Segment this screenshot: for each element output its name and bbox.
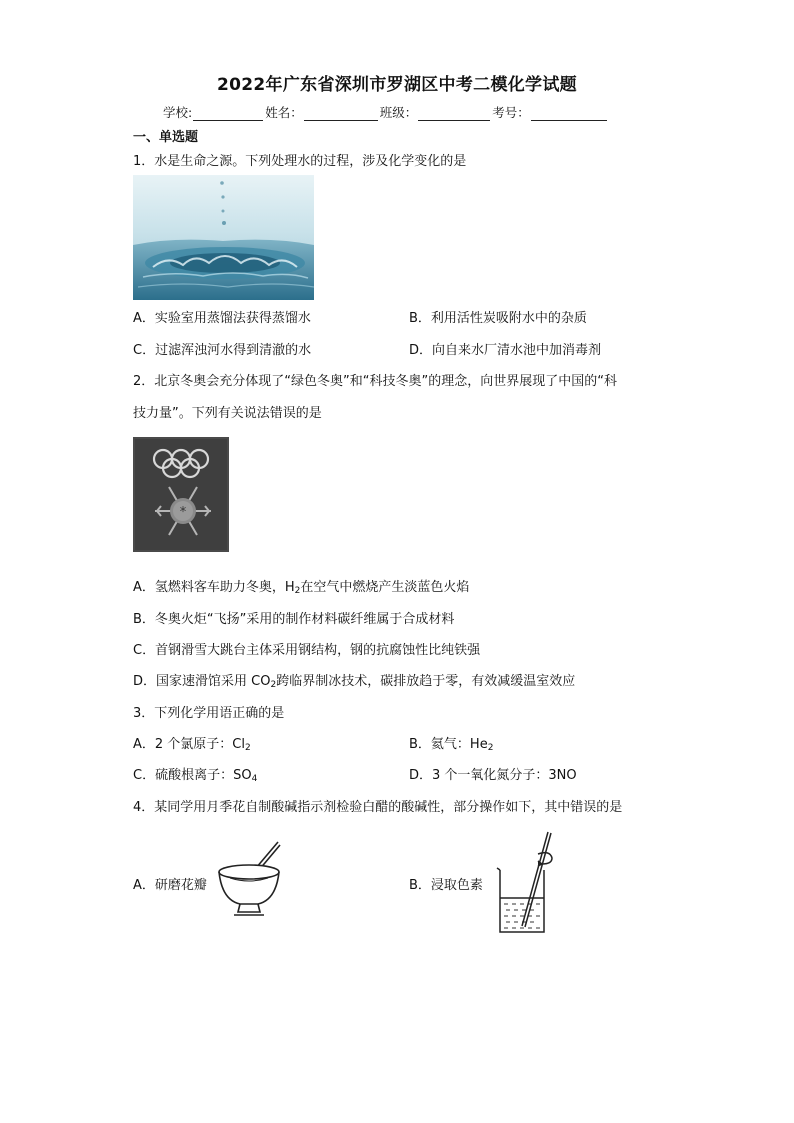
q4-stem: 4．某同学用月季花自制酸碱指示剂检验白醋的酸碱性，部分操作如下，其中错误的是 xyxy=(133,800,623,815)
water-drop-photo xyxy=(133,175,314,300)
q4-option-a[interactable]: A．研磨花瓣 xyxy=(133,878,207,893)
q1-option-c[interactable]: C．过滤浑浊河水得到清澈的水 xyxy=(133,343,312,358)
q2-option-d-pre: D．国家速滑馆采用 CO xyxy=(133,674,271,689)
q1-option-b[interactable]: B．利用活性炭吸附水中的杂质 xyxy=(409,311,587,326)
q4-option-b[interactable]: B．浸取色素 xyxy=(409,878,483,893)
q3-option-a-pre: A．2 个氯原子：Cl xyxy=(133,737,245,752)
q1-option-a[interactable]: A．实验室用蒸馏法获得蒸馏水 xyxy=(133,311,311,326)
q3-stem: 3．下列化学用语正确的是 xyxy=(133,706,285,721)
mortar-pestle-icon xyxy=(216,838,282,920)
q3-option-b[interactable] xyxy=(409,733,493,753)
exam-no-label: 考号： xyxy=(492,105,530,120)
class-label: 班级： xyxy=(379,105,418,120)
section-heading: 一、单选题 xyxy=(133,130,199,145)
q2-option-c[interactable]: C．首钢滑雪大跳台主体采用钢结构，钢的抗腐蚀性比纯铁强 xyxy=(133,643,481,658)
exam-no-blank[interactable] xyxy=(531,106,607,121)
q2-stem-line2: 技力量”。下列有关说法错误的是 xyxy=(133,406,322,421)
q2-option-b[interactable]: B．冬奥火炬“飞扬”采用的制作材料碳纤维属于合成材料 xyxy=(133,612,455,627)
svg-text:*: * xyxy=(179,505,187,520)
q2-option-d-post: 跨临界制冰技术，碳排放趋于零，有效减缓温室效应 xyxy=(276,674,576,689)
beaker-stirring-icon xyxy=(494,828,558,938)
school-label: 学校: xyxy=(163,105,193,120)
q1-stem: 1．水是生命之源。下列处理水的过程，涉及化学变化的是 xyxy=(133,154,467,169)
q3-option-a[interactable] xyxy=(133,733,251,753)
page-title: 2022年广东省深圳市罗湖区中考二模化学试题 xyxy=(217,75,577,95)
q2-option-a-sub: 2 xyxy=(294,586,301,596)
school-blank[interactable] xyxy=(193,106,263,121)
q3-option-b-pre: B．氦气：He xyxy=(409,737,488,752)
q2-option-d[interactable] xyxy=(133,670,575,690)
class-blank[interactable] xyxy=(418,106,490,121)
name-blank[interactable] xyxy=(304,106,378,121)
q2-option-a[interactable] xyxy=(133,576,469,596)
q2-option-d-sub: 2 xyxy=(270,680,277,690)
q3-option-c-pre: C．硫酸根离子：SO xyxy=(133,768,252,783)
q3-option-c[interactable] xyxy=(133,764,257,784)
q3-option-a-sub: 2 xyxy=(245,743,251,753)
q1-option-d[interactable]: D．向自来水厂清水池中加消毒剂 xyxy=(409,343,602,358)
q3-option-c-sub: 4 xyxy=(251,774,258,784)
q3-option-d[interactable]: D．3 个一氧化氮分子：3NO xyxy=(409,768,577,783)
name-label: 姓名： xyxy=(265,105,303,120)
q2-option-a-post: 在空气中燃烧产生淡蓝色火焰 xyxy=(300,580,470,595)
student-info-line xyxy=(163,103,609,121)
q3-option-b-sub: 2 xyxy=(487,743,494,753)
olympic-snowflake-photo xyxy=(133,437,229,552)
q2-option-a-pre: A．氢燃料客车助力冬奥，H xyxy=(133,580,295,595)
q2-stem-line1: 2．北京冬奥会充分体现了“绿色冬奥”和“科技冬奥”的理念，向世界展现了中国的“科 xyxy=(133,374,617,389)
